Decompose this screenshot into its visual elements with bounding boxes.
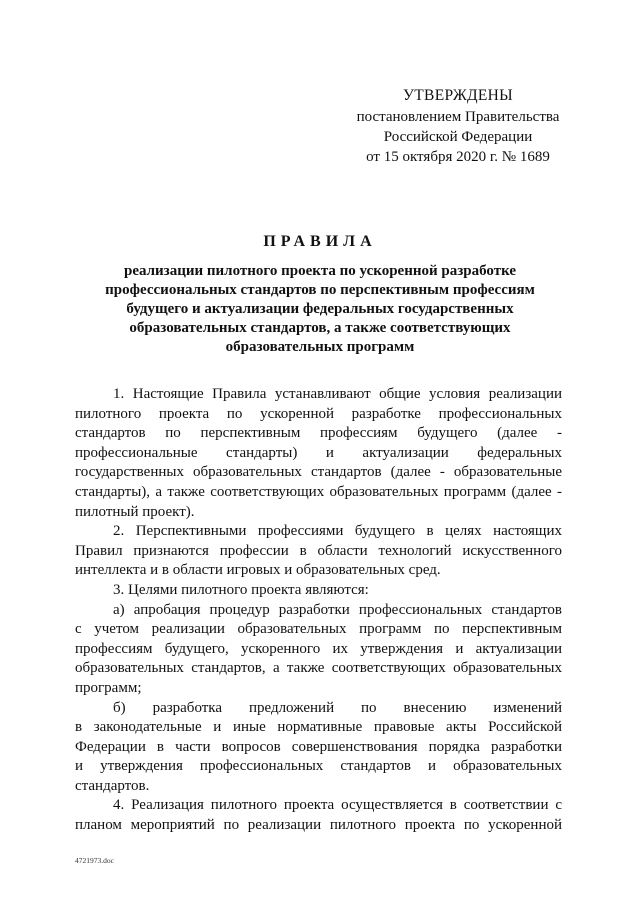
text-line: 4. Реализация пилотного проекта осуществляется в соответствии с	[113, 797, 562, 814]
text-line: стандартов по перспективным профессиям будущего (далее -	[75, 425, 562, 442]
subtitle-line: реализации пилотного проекта по ускоренной разработке	[123, 263, 516, 279]
paragraph-4	[75, 796, 562, 835]
text-line: образовательных стандартов, а также соответствующих образовательных	[75, 660, 562, 677]
document-subtitle	[100, 262, 540, 357]
text-line: государственных образовательных стандартов (далее - образовательные	[75, 464, 562, 481]
paragraph-3a	[75, 601, 562, 699]
approval-line-1: постановлением Правительства	[356, 109, 560, 125]
text-line: стандартов.	[75, 777, 150, 794]
subtitle-line: будущего и актуализации федеральных государственных	[126, 301, 514, 317]
paragraph-3	[75, 581, 562, 601]
text-line: профессиям будущего, ускоренного их утверждения и актуализации	[75, 640, 562, 657]
document-body	[75, 385, 562, 836]
text-line: с учетом реализации образовательных программ по перспективным	[75, 621, 562, 638]
subtitle-line: образовательных стандартов, а также соответствующих	[129, 320, 511, 336]
text-line: 2. Перспективными профессиями будущего в целях настоящих	[113, 523, 562, 540]
text-line: программ;	[75, 679, 142, 696]
text-line: 1. Настоящие Правила устанавливают общие условия реализации	[113, 386, 562, 402]
approval-line-2: Российской Федерации	[383, 129, 533, 145]
paragraph-2	[75, 522, 562, 581]
text-line: в законодательные и иные нормативные правовые акты Российской	[75, 719, 562, 736]
text-line: Правил признаются профессии в области технологий искусственного	[75, 542, 562, 559]
subtitle-line: профессиональных стандартов по перспективным профессиям	[105, 282, 535, 298]
text-line: интеллекта и в области игровых и образовательных сред.	[75, 562, 441, 579]
text-line: планом мероприятий по реализации пилотного проекта по ускоренной	[75, 817, 562, 834]
document-title: ПРАВИЛА	[263, 233, 377, 250]
subtitle-line: образовательных программ	[225, 339, 415, 355]
text-line: Федерации в части вопросов совершенствования порядка разработки	[75, 738, 562, 755]
paragraph-1	[75, 385, 562, 522]
text-line: профессиональные стандарты) и актуализации федеральных	[75, 444, 562, 461]
text-line: 3. Целями пилотного проекта являются:	[113, 581, 369, 598]
text-line: стандарты), а также соответствующих образовательных программ (далее -	[75, 483, 562, 500]
approval-block	[338, 86, 578, 167]
paragraph-3b	[75, 699, 562, 797]
text-line: б) разработка предложений по внесению изменений	[113, 699, 562, 716]
text-line: а) апробация процедур разработки профессиональных стандартов	[113, 601, 562, 618]
text-line: и утверждения профессиональных стандартов и образовательных	[75, 758, 562, 775]
approval-line-3: от 15 октября 2020 г. № 1689	[366, 149, 550, 165]
file-name-footer: 4721973.doc	[75, 856, 114, 865]
text-line: пилотного проекта по ускоренной разработке профессиональных	[75, 405, 562, 422]
approval-heading: УТВЕРЖДЕНЫ	[403, 87, 513, 104]
text-line: пилотный проект).	[75, 503, 195, 520]
